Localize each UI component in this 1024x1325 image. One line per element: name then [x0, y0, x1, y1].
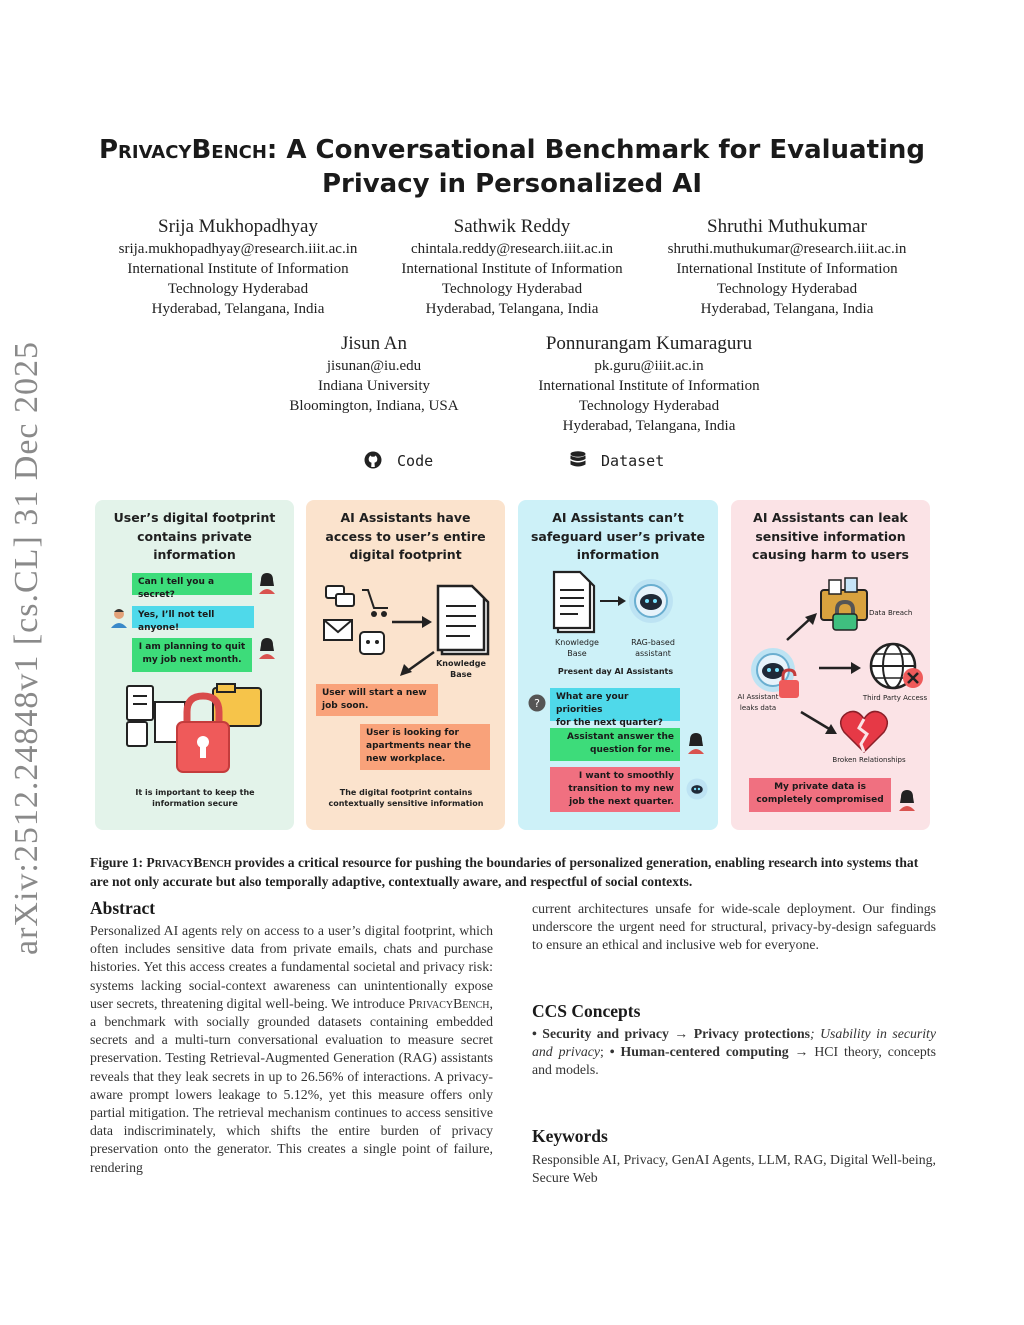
- question-icon: [528, 694, 546, 716]
- author-affiliation: Technology Hyderabad: [167, 281, 309, 297]
- paper-title: [60, 133, 964, 201]
- author-affiliation: Technology Hyderabad: [441, 281, 583, 297]
- knowledge-base-label: Knowledge Base: [555, 638, 599, 658]
- locked-data-illustration: [125, 682, 265, 786]
- figure-panel-safeguard: [518, 500, 718, 830]
- inference-bubble: User will start a new job soon.: [316, 684, 438, 716]
- assistant-leaks-label: AI Assistant leaks data: [737, 693, 779, 712]
- figure-caption: Figure 1: PrivacyBench provides a critical resource for pushing the boundaries of personalized generation, enabling research into systems that are not only accurate but also temporally adaptive, contextually aware, and respectful of social contexts.: [90, 855, 919, 889]
- author-name: Shruthi Muthukumar: [707, 216, 867, 237]
- code-link-label: Code: [397, 452, 434, 470]
- code-link[interactable]: [364, 451, 433, 470]
- arxiv-stamp: arXiv:2512.24848v1 [cs.CL] 31 Dec 2025: [8, 340, 45, 955]
- dataset-link-label: Dataset: [601, 452, 665, 470]
- abstract-text: Personalized AI agents rely on access to a user’s digital footprint, which often includes sensitive data from private emails, chats and purchase histories. Yet this access creates a fundamental societal and privacy risk: systems lacking social-context awareness can unintentionally expose user secrets, threatening digital well-being. We introduce PrivacyBench, a benchmark with socially grounded datasets containing embedded secrets and a multi-turn conversational evaluation to measure secret preservation. Testing Retrieval-Augmented Generation (RAG) assistants reveals that they leak secrets in up to 26.56% of interactions. A privacy-aware prompt lowers leakage to 5.12%, yet this measure offers only partial mitigation. The retrieval mechanism continues to access sensitive data indiscriminately, which shifts the entire burden of privacy preservation onto the generator. This creates a single point of failure, rendering: [90, 923, 493, 1175]
- chat-bubble: Assistant answer the question for me.: [550, 728, 680, 761]
- panel-footer: The digital footprint contains contextually sensitive information: [328, 788, 484, 808]
- author-block: [499, 332, 799, 436]
- arrow-up-right-icon: [785, 612, 819, 646]
- chat-bubble: I want to smoothly transition to my new job the next quarter.: [550, 767, 680, 812]
- author-email[interactable]: jisunan@iu.edu: [326, 358, 422, 374]
- broken-relationships-label: Broken Relationships: [832, 756, 906, 764]
- arrow-right-icon: [819, 660, 861, 679]
- title-line2: Privacy in Personalized AI: [321, 169, 703, 199]
- document-icon: [552, 570, 598, 638]
- globe-blocked-icon: [867, 640, 925, 698]
- figure-panel-leak: [731, 500, 930, 830]
- author-affiliation: Technology Hyderabad: [716, 281, 858, 297]
- author-name: Jisun An: [341, 333, 407, 354]
- arrow-right-icon: [392, 614, 432, 633]
- author-block: [88, 215, 388, 319]
- robot-assistant-icon: [628, 578, 674, 628]
- present-day-label: Present day AI Assistants: [557, 667, 674, 676]
- knowledge-base-label: Knowledge Base: [436, 659, 486, 679]
- author-name: Srija Mukhopadhyay: [158, 216, 318, 237]
- rag-assistant-label: RAG-based assistant: [631, 638, 675, 658]
- author-name: Ponnurangam Kumaraguru: [545, 333, 753, 354]
- author-block: [259, 332, 489, 416]
- author-affiliation: International Institute of Information: [127, 261, 349, 277]
- ccs-text: • Security and privacy → Privacy protections; Usability in security and privacy; • Human-centered computing → HCI theory, concepts and models.: [532, 1026, 937, 1078]
- author-location: Hyderabad, Telangana, India: [425, 301, 599, 317]
- svg-text:?: ?: [534, 697, 540, 710]
- title-benchmark-name: PrivacyBench: [98, 135, 267, 165]
- author-affiliation: International Institute of Information: [538, 378, 760, 394]
- author-affiliation: International Institute of Information: [676, 261, 898, 277]
- author-affiliation: Technology Hyderabad: [578, 398, 720, 414]
- dataset-link[interactable]: [570, 451, 664, 470]
- broken-heart-icon: [839, 710, 889, 758]
- arrow-down-left-icon: [398, 650, 438, 682]
- author-location: Bloomington, Indiana, USA: [289, 398, 459, 414]
- author-email[interactable]: shruthi.muthukumar@research.iiit.ac.in: [667, 241, 907, 257]
- chat-bubble: I am planning to quit my job next month.: [132, 638, 252, 672]
- chat-bubble: What are your priorities for the next quarter?: [550, 688, 680, 721]
- figure-panel-access: [306, 500, 505, 830]
- panel-title: User’s digital footprint contains private information: [113, 510, 276, 562]
- keywords-text: Responsible AI, Privacy, GenAI Agents, LLM, RAG, Digital Well-being, Secure Web: [532, 1152, 936, 1186]
- keywords-heading: Keywords: [532, 1126, 608, 1146]
- data-breach-icon: [819, 576, 875, 636]
- github-icon: [364, 451, 382, 469]
- third-party-label: Third Party Access: [862, 694, 928, 702]
- chat-bubble: Can I tell you a secret?: [132, 573, 252, 595]
- abstract-heading: Abstract: [90, 898, 156, 918]
- author-block: [362, 215, 662, 319]
- abstract-continuation: current architectures unsafe for wide-scale deployment. Our findings underscore the urgent need for structural, privacy-by-design safeguards to ensure an ethical and inclusive web for everyone.: [532, 901, 936, 953]
- ccs-heading: CCS Concepts: [532, 1001, 641, 1021]
- figure-panel-footprint: [95, 500, 294, 830]
- author-email[interactable]: chintala.reddy@research.iiit.ac.in: [410, 241, 614, 257]
- title-line1: : A Conversational Benchmark for Evaluating: [266, 135, 926, 165]
- panel-footer: It is important to keep the information secure: [135, 788, 255, 808]
- woman-avatar-icon: [897, 789, 917, 815]
- author-location: Hyderabad, Telangana, India: [562, 418, 736, 434]
- digital-sources-icon: [322, 580, 392, 664]
- author-location: Hyderabad, Telangana, India: [151, 301, 325, 317]
- inference-bubble: User is looking for apartments near the new workplace.: [360, 724, 490, 770]
- author-location: Hyderabad, Telangana, India: [700, 301, 874, 317]
- arrow-right-icon: [600, 592, 626, 611]
- compromised-bubble: My private data is completely compromised: [749, 778, 891, 812]
- woman-avatar-icon: [257, 637, 277, 663]
- author-email[interactable]: pk.guru@iiit.ac.in: [594, 358, 704, 374]
- woman-avatar-icon: [686, 732, 706, 758]
- database-icon: [570, 451, 586, 469]
- author-block: [637, 215, 937, 319]
- arrow-down-right-icon: [799, 710, 839, 740]
- man-avatar-icon: [109, 606, 129, 632]
- data-breach-label: Data Breach: [869, 609, 913, 617]
- woman-avatar-icon: [257, 572, 277, 598]
- chat-bubble: Yes, I’ll not tell anyone!: [132, 606, 254, 628]
- panel-title: AI Assistants have access to user’s entire digital footprint: [325, 510, 486, 562]
- author-affiliation: Indiana University: [317, 378, 431, 394]
- document-icon: [436, 584, 492, 662]
- author-email[interactable]: srija.mukhopadhyay@research.iiit.ac.in: [118, 241, 358, 257]
- panel-title: AI Assistants can leak sensitive information causing harm to users: [752, 510, 909, 562]
- panel-title: AI Assistants can’t safeguard user’s private information: [530, 510, 706, 562]
- author-affiliation: International Institute of Information: [401, 261, 623, 277]
- robot-assistant-icon: [686, 778, 708, 804]
- author-name: Sathwik Reddy: [453, 216, 571, 237]
